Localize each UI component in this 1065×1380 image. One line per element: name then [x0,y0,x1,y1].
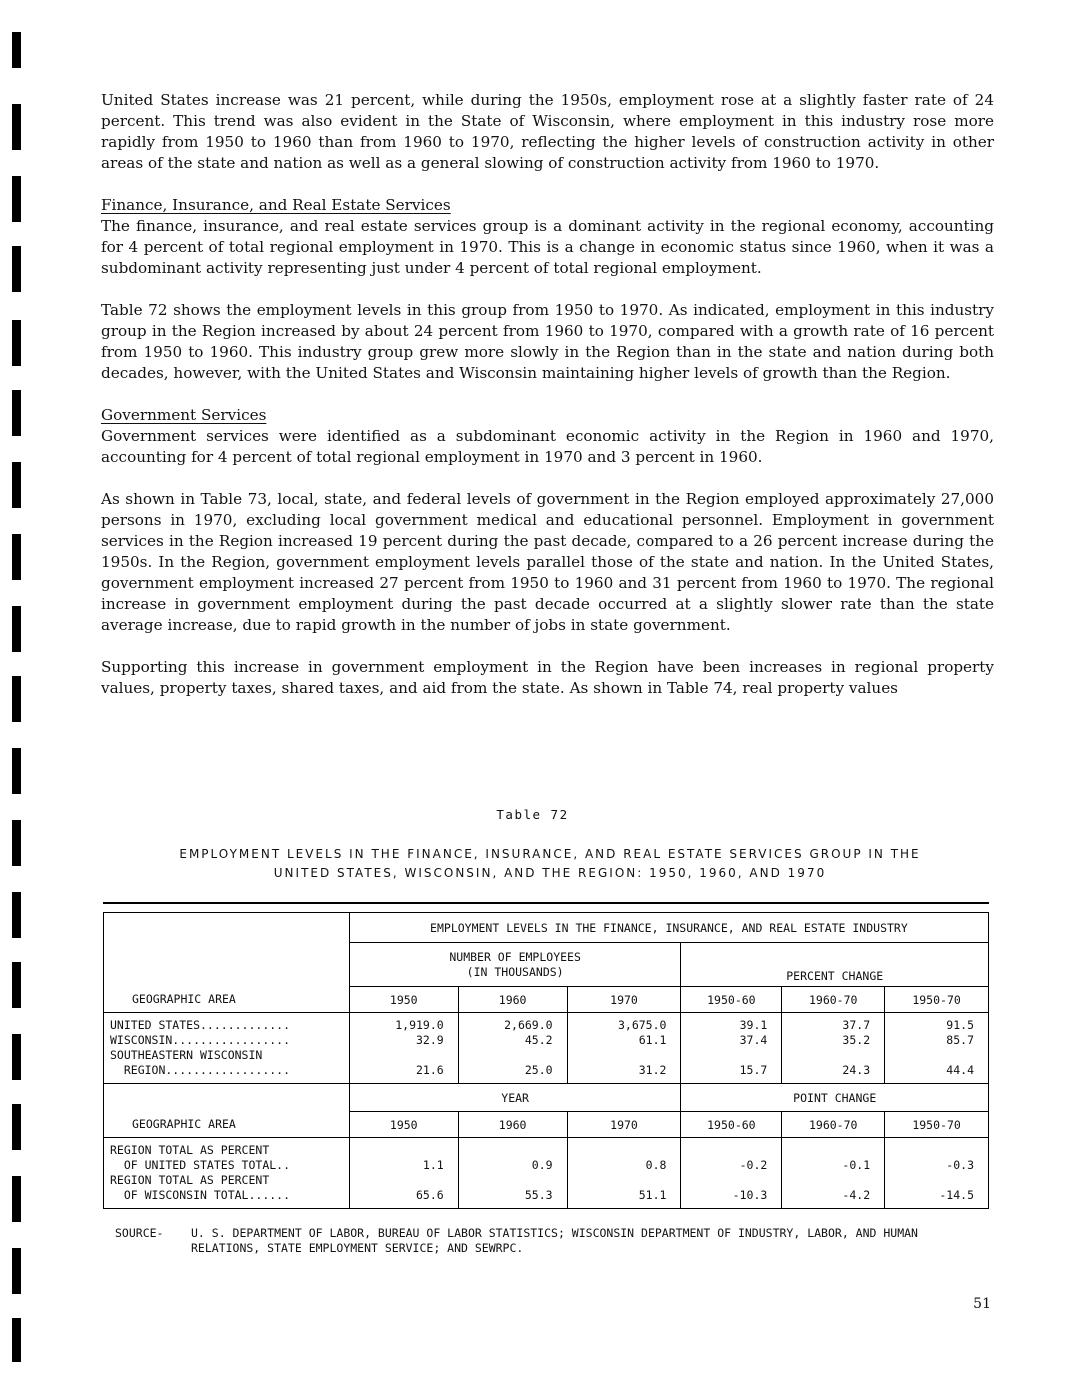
paragraph-finance-1: The finance, insurance, and real estate services group is a dominant activity in the regional economy, accounting for 4 percent of total regional employment in 1970. This is a change in economic status since 1960, when it was a subdominant activity representing just under 4 percent of total regional employment. [101,217,994,277]
cell-value: 44.4 [946,1063,974,1077]
change-col-header: 1960-70 [782,1112,885,1138]
row-label: SOUTHEASTERN WISCONSIN [110,1048,263,1062]
table-row [104,1013,989,1084]
paragraph-government-3: Supporting this increase in government employment in the Region have been increases in regional property values, property taxes, shared taxes, and aid from the state. As shown in Table 74, real property values [101,658,994,697]
table-title-line: EMPLOYMENT LEVELS IN THE FINANCE, INSURANCE, AND REAL ESTATE SERVICES GROUP IN THE [179,847,921,861]
cell-value: 51.1 [638,1188,667,1202]
table-row [104,1138,989,1209]
employees-header [349,943,681,987]
binder-mark [12,1176,21,1222]
employees-header-line: (IN THOUSANDS) [466,964,564,979]
binder-mark [12,606,21,652]
cell-value: 3,675.0 [617,1018,667,1032]
binder-mark [12,462,21,508]
year-col-header: 1960 [458,987,567,1013]
cell-value: -10.3 [732,1188,768,1202]
cell-value: 91.5 [946,1018,974,1032]
change-col-header: 1950-60 [681,987,782,1013]
change-col-header: 1950-60 [681,1112,782,1138]
government-heading: Government Services [101,406,267,424]
year-col-header: 1960 [458,1112,567,1138]
employees-header-line: NUMBER OF EMPLOYEES [449,949,581,964]
cell-value: 24.3 [842,1063,871,1077]
year-col-header: 1970 [567,987,681,1013]
change-col-header: 1950-70 [885,987,989,1013]
table-corner [104,943,350,987]
table-super-header: EMPLOYMENT LEVELS IN THE FINANCE, INSURANCE, AND REAL ESTATE INDUSTRY [349,913,988,943]
source-label: SOURCE- [115,1226,164,1240]
point-change-header: POINT CHANGE [681,1084,989,1112]
row-label: REGION.................. [110,1063,291,1077]
binder-mark [12,104,21,150]
geo-area-header: GEOGRAPHIC AREA [104,987,350,1013]
paragraph-government-2: As shown in Table 73, local, state, and federal levels of government in the Region employed approximately 27,000 persons in 1970, excluding local government medical and educational personnel. Employment in government services in the Region increased 19 percent during the past decade, compared to a 26 percent increase during the 1950s. In the Region, government employment levels parallel those of the state and nation. In the United States, government employment increased 27 percent from 1950 to 1960 and 31 percent from 1960 to 1970. The regional increase in government employment during the past decade occurred at a slightly slower rate than the state average increase, due to rapid growth in the number of jobs in state government. [101,490,994,634]
body-text [101,90,994,720]
binder-mark [12,962,21,1008]
row-label: UNITED STATES............. [110,1018,291,1032]
cell-value: 85.7 [946,1033,974,1047]
table-title [100,845,1000,883]
table-corner [104,1084,350,1112]
cell-value: 65.6 [416,1188,444,1202]
binder-mark [12,892,21,938]
cell-value: 21.6 [416,1063,444,1077]
year-col-header: 1950 [349,1112,458,1138]
table-top-rule [103,902,989,904]
cell-value: 45.2 [524,1033,553,1047]
employment-table [103,912,989,1209]
binder-mark [12,820,21,866]
source-text: U. S. DEPARTMENT OF LABOR, BUREAU OF LABOR STATISTICS; WISCONSIN DEPARTMENT OF INDUSTRY, LABOR, AND HUMAN RELATIONS, STATE EMPLOYMENT SERVICE; AND SEWRPC. [191,1226,918,1255]
cell-value: 31.2 [638,1063,667,1077]
finance-heading: Finance, Insurance, and Real Estate Services [101,196,451,214]
cell-value: 0.9 [531,1158,553,1172]
cell-value: 1,919.0 [395,1018,444,1032]
cell-value: 2,669.0 [504,1018,553,1032]
paragraph-intro: United States increase was 21 percent, while during the 1950s, employment rose at a slightly faster rate of 24 percent. This trend was also evident in the State of Wisconsin, where employment in this industry rose more rapidly from 1950 to 1960 than from 1960 to 1970, reflecting the higher levels of construction activity in other areas of the state and nation as well as a general slowing of construction activity from 1960 to 1970. [101,91,994,172]
binder-mark [12,1034,21,1080]
binder-mark [12,1248,21,1294]
table-source [115,1226,995,1256]
year-col-header: 1970 [567,1112,681,1138]
cell-value: 39.1 [739,1018,768,1032]
binder-mark [12,32,21,68]
binder-mark [12,748,21,794]
cell-value: -14.5 [939,1188,974,1202]
change-col-header: 1950-70 [885,1112,989,1138]
geo-area-header: GEOGRAPHIC AREA [104,1112,350,1138]
table-title-line: UNITED STATES, WISCONSIN, AND THE REGION: 1950, 1960, AND 1970 [273,866,827,880]
row-label: OF UNITED STATES TOTAL.. [110,1158,291,1172]
binder-mark [12,676,21,722]
binder-mark [12,320,21,366]
cell-value: 0.8 [645,1158,667,1172]
cell-value: 25.0 [524,1063,553,1077]
row-label: WISCONSIN................. [110,1033,291,1047]
row-label: OF WISCONSIN TOTAL...... [110,1188,291,1202]
binder-mark [12,176,21,222]
binder-mark [12,1318,21,1362]
cell-value: 15.7 [739,1063,768,1077]
year-col-header: 1950 [349,987,458,1013]
cell-value: 55.3 [524,1188,553,1202]
binder-mark [12,534,21,580]
percent-change-header: PERCENT CHANGE [681,943,989,987]
binder-mark [12,246,21,292]
year-header: YEAR [349,1084,681,1112]
binder-mark [12,390,21,436]
cell-value: 37.7 [842,1018,871,1032]
paragraph-finance-2: Table 72 shows the employment levels in this group from 1950 to 1970. As indicated, employment in this industry group in the Region increased by about 24 percent from 1960 to 1970, compared with a growth rate of 16 percent from 1950 to 1960. This industry group grew more slowly in the Region than in the state and nation during both decades, however, with the United States and Wisconsin maintaining higher levels of growth than the Region. [101,301,994,382]
cell-value: 61.1 [638,1033,667,1047]
row-label: REGION TOTAL AS PERCENT [110,1173,270,1187]
cell-value: 32.9 [416,1033,444,1047]
table-number: Table 72 [496,807,569,822]
change-col-header: 1960-70 [782,987,885,1013]
cell-value: -0.3 [946,1158,974,1172]
cell-value: 35.2 [842,1033,871,1047]
cell-value: -0.1 [842,1158,871,1172]
cell-value: -0.2 [739,1158,768,1172]
page-number: 51 [973,1296,991,1312]
cell-value: 1.1 [422,1158,444,1172]
cell-value: -4.2 [842,1188,871,1202]
paragraph-government-1: Government services were identified as a subdominant economic activity in the Region in 1960 and 1970, accounting for 4 percent of total regional employment in 1970 and 3 percent in 1960. [101,427,994,466]
table-corner [104,913,350,943]
row-label: REGION TOTAL AS PERCENT [110,1143,270,1157]
cell-value: 37.4 [739,1033,768,1047]
binder-mark [12,1104,21,1150]
